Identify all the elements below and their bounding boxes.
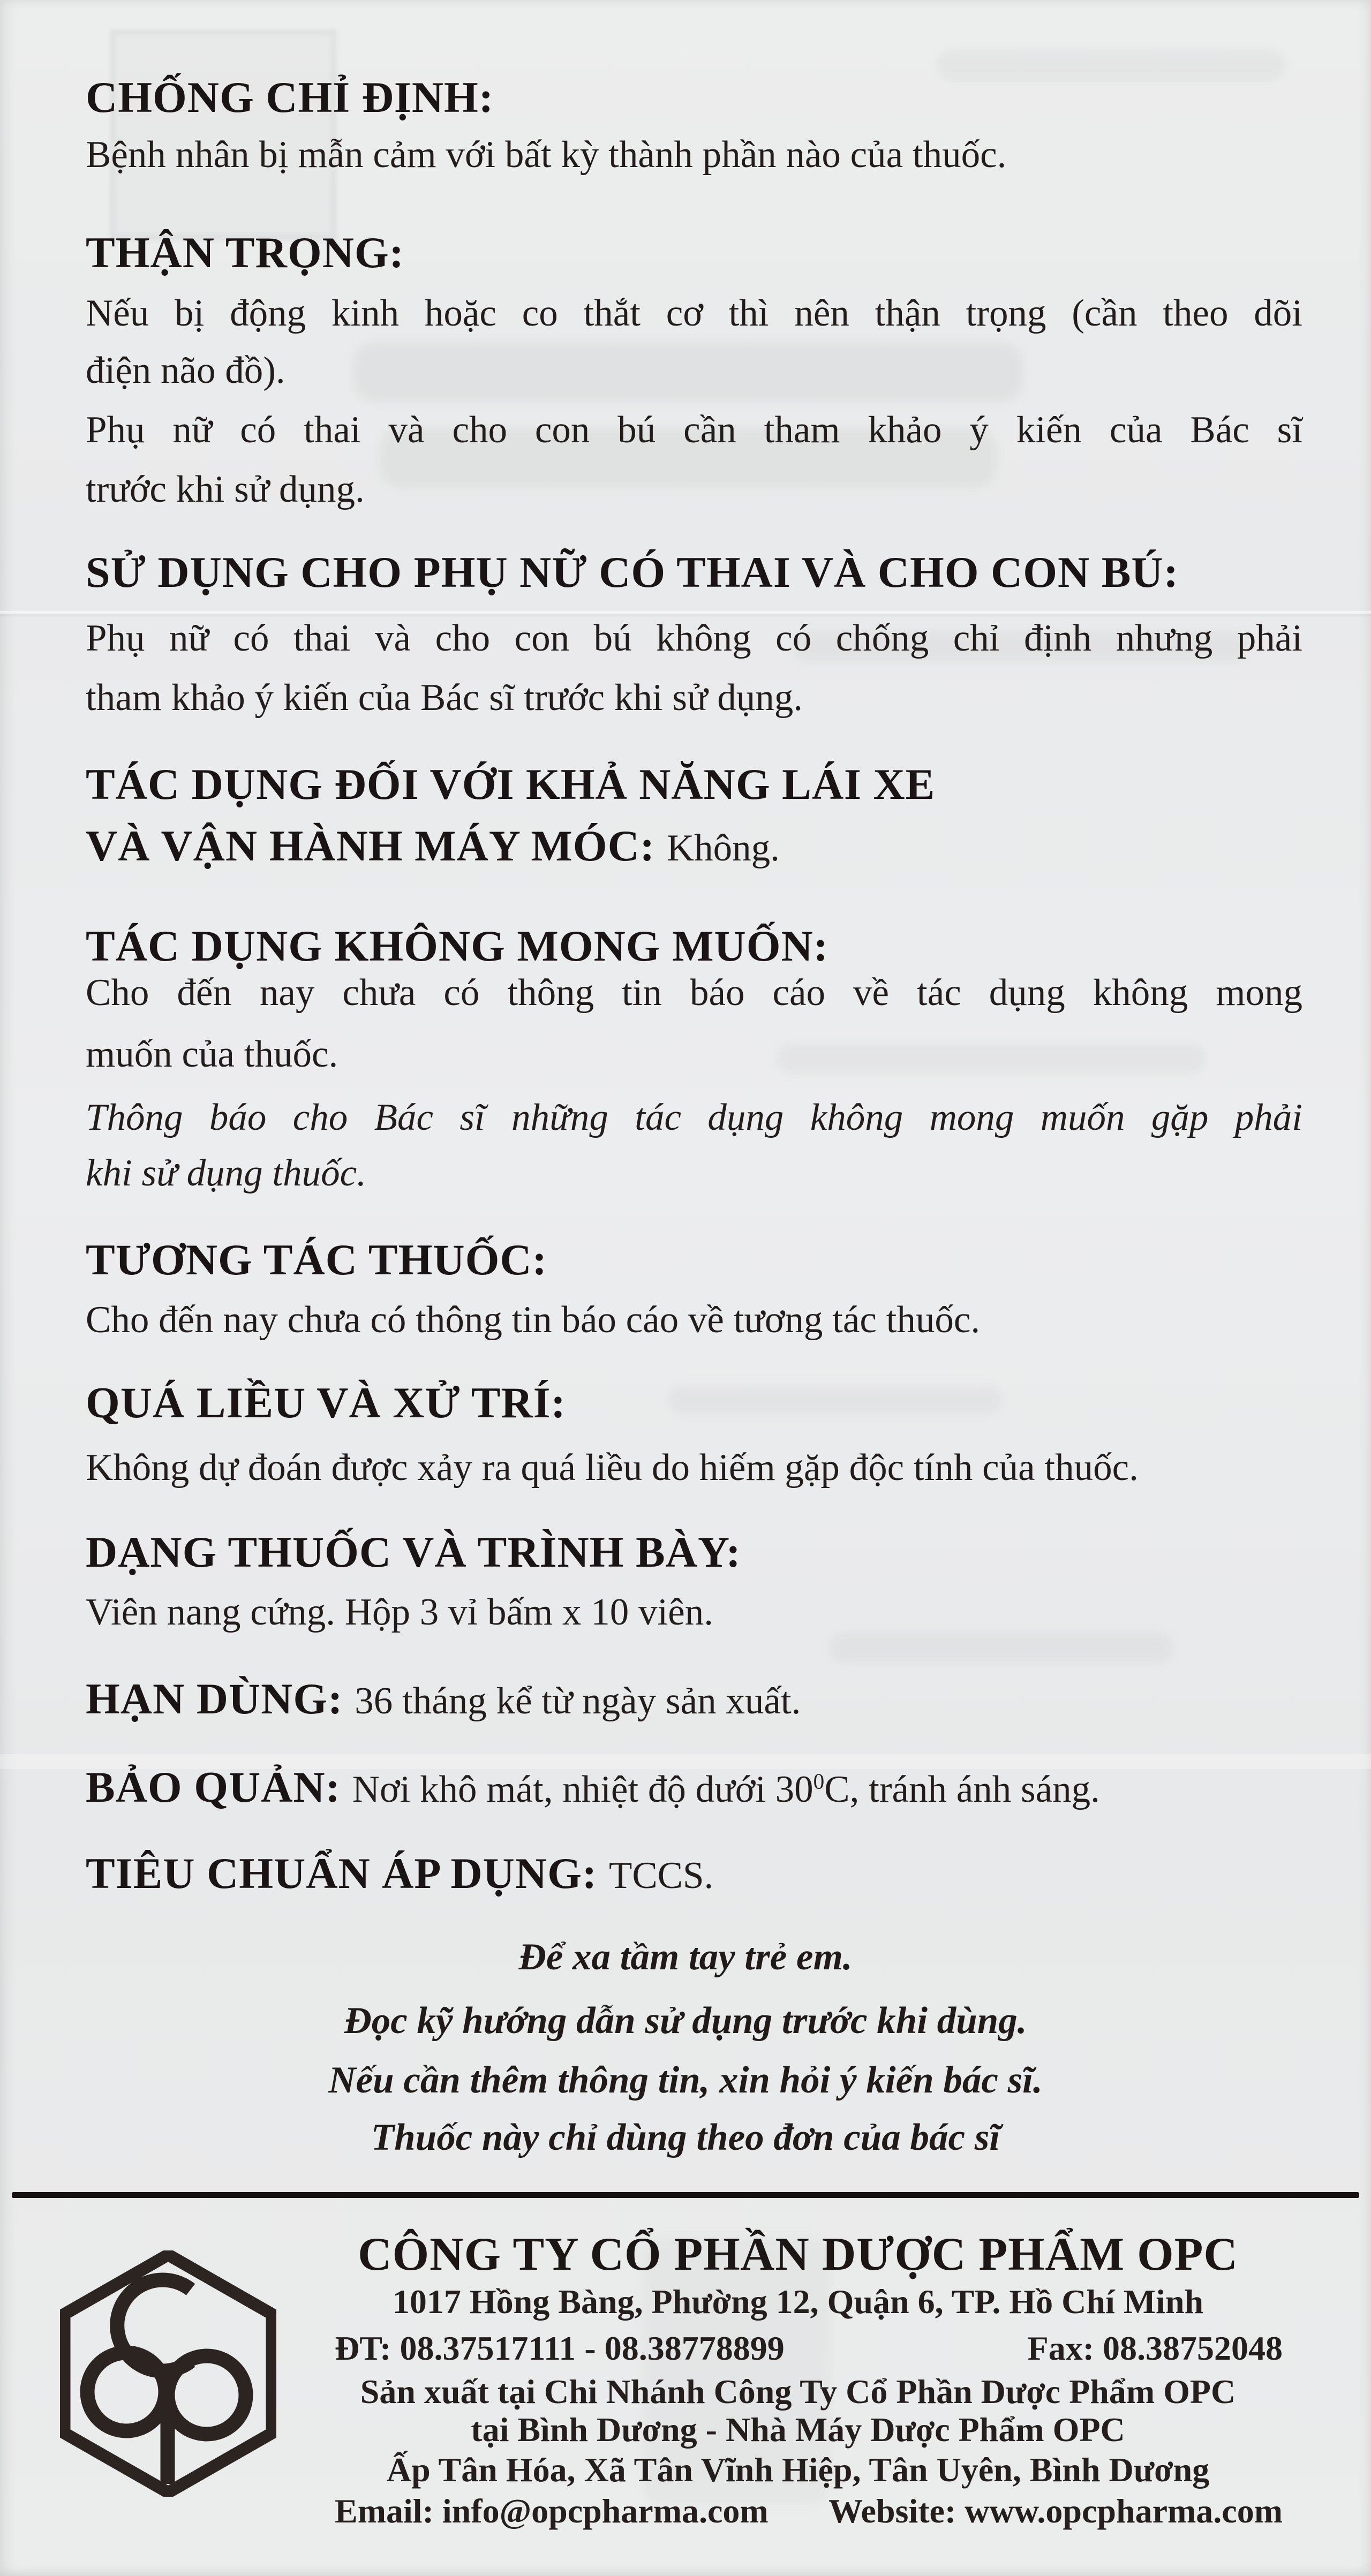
- body-line: Phụ nữ có thai và cho con bú không có chống chỉ định nhưng phải: [86, 617, 1302, 659]
- footer-divider-rule: [12, 2192, 1359, 2198]
- heading-value: Không.: [666, 827, 780, 869]
- bleedthrough-smudge: [937, 51, 1285, 80]
- body-line: muốn của thuốc.: [86, 1033, 338, 1075]
- opc-logo: [60, 2250, 276, 2497]
- footer-email-website-row: [335, 2491, 1283, 2531]
- paper-crease: [0, 611, 1371, 614]
- section-heading-contraindications: CHỐNG CHỈ ĐỊNH:: [86, 73, 494, 122]
- body-line: Bệnh nhân bị mẫn cảm với bất kỳ thành phần nào của thuốc.: [86, 134, 1007, 176]
- heading-label: VÀ VẬN HÀNH MÁY MÓC:: [86, 821, 656, 870]
- body-line: điện não đồ).: [86, 350, 285, 391]
- section-heading-side-effects: TÁC DỤNG KHÔNG MONG MUỐN:: [86, 921, 829, 970]
- body-line: tham khảo ý kiến của Bác sĩ trước khi sử dụng.: [86, 677, 803, 719]
- body-line: Viên nang cứng. Hộp 3 vỉ bấm x 10 viên.: [86, 1591, 713, 1633]
- section-heading-pregnancy: SỬ DỤNG CHO PHỤ NỮ CÓ THAI VÀ CHO CON BÚ:: [86, 548, 1179, 596]
- heading-label: HẠN DÙNG:: [86, 1674, 343, 1723]
- body-line: Không dự đoán được xảy ra quá liều do hiếm gặp độc tính của thuốc.: [86, 1447, 1139, 1489]
- footer-factory-address: Ấp Tân Hóa, Xã Tân Vĩnh Hiệp, Tân Uyên, Bình Dương: [386, 2451, 1210, 2489]
- footer-phone: ĐT: 08.37517111 - 08.38778899: [335, 2329, 785, 2367]
- standard-value: TCCS.: [608, 1855, 714, 1897]
- body-line: Nếu bị động kinh hoặc co thắt cơ thì nên thận trọng (cần theo dõi: [86, 292, 1302, 334]
- bleedthrough-smudge: [669, 1387, 1001, 1414]
- body-line: Cho đến nay chưa có thông tin báo cáo về tác dụng không mong: [86, 972, 1302, 1014]
- footer-produced-line1: Sản xuất tại Chi Nhánh Công Ty Cổ Phần Dược Phẩm OPC: [360, 2373, 1236, 2411]
- section-storage: [86, 1762, 1339, 1812]
- shelf-life-value: 36 tháng kể từ ngày sản xuất.: [355, 1680, 801, 1722]
- section-shelf-life: [86, 1674, 1339, 1724]
- warning-read-instructions: Đọc kỹ hướng dẫn sử dụng trước khi dùng.: [344, 2000, 1027, 2042]
- section-heading-overdose: QUÁ LIỀU VÀ XỬ TRÍ:: [86, 1378, 566, 1427]
- footer-produced-line2: tại Bình Dương - Nhà Máy Dược Phẩm OPC: [471, 2411, 1125, 2449]
- footer-email: Email: info@opcpharma.com: [335, 2492, 769, 2530]
- body-line: trước khi sử dụng.: [86, 469, 365, 510]
- body-line: Cho đến nay chưa có thông tin báo cáo về tương tác thuốc.: [86, 1299, 981, 1341]
- section-heading-precautions: THẬN TRỌNG:: [86, 228, 404, 277]
- section-heading-interactions: TƯƠNG TÁC THUỐC:: [86, 1235, 547, 1284]
- warning-keep-away: Để xa tầm tay trẻ em.: [518, 1936, 853, 1978]
- footer-phone-fax-row: [335, 2329, 1283, 2368]
- section-heading-presentation: DẠNG THUỐC VÀ TRÌNH BÀY:: [86, 1528, 741, 1576]
- heading-label: TIÊU CHUẨN ÁP DỤNG:: [86, 1849, 598, 1898]
- footer-fax: Fax: 08.38752048: [1027, 2329, 1283, 2367]
- footer-company-name: CÔNG TY CỔ PHẦN DƯỢC PHẨM OPC: [358, 2228, 1238, 2280]
- italic-note-line: Thông báo cho Bác sĩ những tác dụng không mong muốn gặp phải: [86, 1097, 1302, 1138]
- body-line: Phụ nữ có thai và cho con bú cần tham khảo ý kiến của Bác sĩ: [86, 409, 1302, 451]
- bleedthrough-smudge: [830, 1633, 1173, 1663]
- storage-value: Nơi khô mát, nhiệt độ dưới $30^0C$, tránh ánh sáng.: [352, 1769, 1100, 1810]
- section-heading-driving: TÁC DỤNG ĐỐI VỚI KHẢ NĂNG LÁI XE: [86, 760, 936, 809]
- heading-label: BẢO QUẢN:: [86, 1763, 341, 1811]
- italic-note-line: khi sử dụng thuốc.: [86, 1152, 366, 1194]
- footer-website: Website: www.opcpharma.com: [828, 2492, 1283, 2530]
- warning-prescription-only: Thuốc này chỉ dùng theo đơn của bác sĩ: [371, 2117, 1000, 2158]
- section-heading-driving-2: [86, 821, 1339, 871]
- footer-company-address: 1017 Hồng Bàng, Phường 12, Quận 6, TP. Hồ Chí Minh: [392, 2283, 1204, 2321]
- warning-ask-doctor: Nếu cần thêm thông tin, xin hỏi ý kiến bác sĩ.: [328, 2059, 1043, 2101]
- section-standard: [86, 1848, 1339, 1899]
